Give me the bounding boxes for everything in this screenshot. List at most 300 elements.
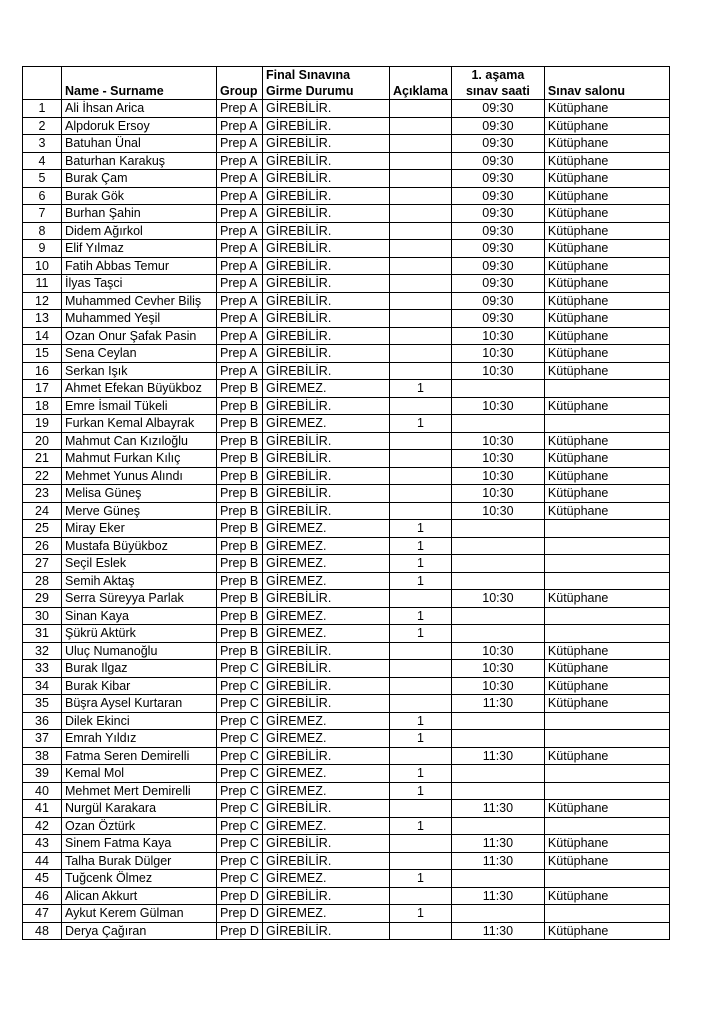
exam-room-cell: Kütüphane: [544, 835, 669, 853]
header-no: [23, 83, 62, 100]
aciklama-cell: [390, 187, 452, 205]
exam-time-cell: [451, 765, 544, 783]
status-cell: GİREBİLİR.: [263, 660, 390, 678]
student-name: Mehmet Mert Demirelli: [62, 782, 217, 800]
table-row: [23, 852, 670, 870]
status-cell: GİREBİLİR.: [263, 345, 390, 363]
exam-time-cell: 09:30: [451, 240, 544, 258]
exam-time-cell: 11:30: [451, 747, 544, 765]
table-row: [23, 292, 670, 310]
status-cell: GİREBİLİR.: [263, 695, 390, 713]
row-number: 30: [23, 607, 62, 625]
student-name: Sena Ceylan: [62, 345, 217, 363]
status-cell: GİREMEZ.: [263, 555, 390, 573]
group-cell: Prep A: [217, 345, 263, 363]
exam-time-cell: 11:30: [451, 887, 544, 905]
aciklama-cell: 1: [390, 607, 452, 625]
exam-time-cell: [451, 415, 544, 433]
exam-time-cell: 09:30: [451, 170, 544, 188]
header-name: Name - Surname: [62, 83, 217, 100]
group-cell: Prep B: [217, 572, 263, 590]
exam-room-cell: Kütüphane: [544, 432, 669, 450]
student-name: Tuğcenk Ölmez: [62, 870, 217, 888]
exam-list-table: [22, 66, 670, 940]
table-row: [23, 677, 670, 695]
exam-time-cell: 11:30: [451, 800, 544, 818]
exam-room-cell: [544, 905, 669, 923]
student-name: Emre İsmail Tükeli: [62, 397, 217, 415]
aciklama-cell: [390, 485, 452, 503]
header-salon-top: [544, 67, 669, 84]
exam-room-cell: [544, 555, 669, 573]
status-cell: GİREBİLİR.: [263, 100, 390, 118]
row-number: 18: [23, 397, 62, 415]
exam-room-cell: Kütüphane: [544, 397, 669, 415]
exam-room-cell: Kütüphane: [544, 257, 669, 275]
status-cell: GİREBİLİR.: [263, 432, 390, 450]
table-row: [23, 747, 670, 765]
group-cell: Prep B: [217, 397, 263, 415]
exam-time-cell: [451, 782, 544, 800]
exam-time-cell: 09:30: [451, 187, 544, 205]
aciklama-cell: [390, 117, 452, 135]
status-cell: GİREBİLİR.: [263, 240, 390, 258]
aciklama-cell: [390, 677, 452, 695]
aciklama-cell: 1: [390, 905, 452, 923]
aciklama-cell: [390, 835, 452, 853]
student-name: Sinan Kaya: [62, 607, 217, 625]
group-cell: Prep A: [217, 310, 263, 328]
status-cell: GİREBİLİR.: [263, 222, 390, 240]
group-cell: Prep A: [217, 152, 263, 170]
row-number: 37: [23, 730, 62, 748]
status-cell: GİREMEZ.: [263, 537, 390, 555]
group-cell: Prep A: [217, 205, 263, 223]
exam-time-cell: 10:30: [451, 362, 544, 380]
header-aciklama-top: [390, 67, 452, 84]
student-name: Miray Eker: [62, 520, 217, 538]
aciklama-cell: [390, 257, 452, 275]
group-cell: Prep B: [217, 485, 263, 503]
status-cell: GİREBİLİR.: [263, 292, 390, 310]
table-row: [23, 835, 670, 853]
student-name: Aykut Kerem Gülman: [62, 905, 217, 923]
student-name: Emrah Yıldız: [62, 730, 217, 748]
row-number: 10: [23, 257, 62, 275]
status-cell: GİREMEZ.: [263, 870, 390, 888]
aciklama-cell: [390, 747, 452, 765]
group-cell: Prep A: [217, 117, 263, 135]
exam-time-cell: [451, 730, 544, 748]
exam-time-cell: 09:30: [451, 135, 544, 153]
student-name: Fatih Abbas Temur: [62, 257, 217, 275]
exam-room-cell: Kütüphane: [544, 695, 669, 713]
status-cell: GİREMEZ.: [263, 520, 390, 538]
table-row: [23, 275, 670, 293]
status-cell: GİREMEZ.: [263, 817, 390, 835]
header-status-line2: Girme Durumu: [263, 83, 390, 100]
exam-room-cell: [544, 730, 669, 748]
exam-time-cell: 10:30: [451, 590, 544, 608]
exam-time-cell: 10:30: [451, 485, 544, 503]
group-cell: Prep B: [217, 590, 263, 608]
group-cell: Prep A: [217, 275, 263, 293]
aciklama-cell: 1: [390, 555, 452, 573]
exam-room-cell: Kütüphane: [544, 327, 669, 345]
table-row: [23, 467, 670, 485]
status-cell: GİREBİLİR.: [263, 310, 390, 328]
student-name: Batuhan Ünal: [62, 135, 217, 153]
exam-time-cell: 11:30: [451, 852, 544, 870]
exam-time-cell: 09:30: [451, 100, 544, 118]
table-row: [23, 117, 670, 135]
row-number: 28: [23, 572, 62, 590]
table-row: [23, 625, 670, 643]
aciklama-cell: 1: [390, 870, 452, 888]
student-name: Ozan Onur Şafak Pasin: [62, 327, 217, 345]
aciklama-cell: [390, 887, 452, 905]
table-row: [23, 187, 670, 205]
row-number: 43: [23, 835, 62, 853]
table-row: [23, 170, 670, 188]
exam-time-cell: 11:30: [451, 922, 544, 940]
row-number: 3: [23, 135, 62, 153]
student-name: Burak Çam: [62, 170, 217, 188]
exam-time-cell: [451, 712, 544, 730]
row-number: 31: [23, 625, 62, 643]
exam-time-cell: 10:30: [451, 660, 544, 678]
exam-time-cell: 10:30: [451, 397, 544, 415]
student-name: Fatma Seren Demirelli: [62, 747, 217, 765]
row-number: 19: [23, 415, 62, 433]
row-number: 45: [23, 870, 62, 888]
row-number: 29: [23, 590, 62, 608]
exam-time-cell: 10:30: [451, 642, 544, 660]
status-cell: GİREMEZ.: [263, 607, 390, 625]
group-cell: Prep D: [217, 887, 263, 905]
aciklama-cell: [390, 590, 452, 608]
aciklama-cell: 1: [390, 765, 452, 783]
exam-room-cell: [544, 712, 669, 730]
student-name: Mahmut Furkan Kılıç: [62, 450, 217, 468]
row-number: 44: [23, 852, 62, 870]
exam-room-cell: Kütüphane: [544, 485, 669, 503]
student-name: Didem Ağırkol: [62, 222, 217, 240]
row-number: 38: [23, 747, 62, 765]
aciklama-cell: [390, 695, 452, 713]
row-number: 46: [23, 887, 62, 905]
exam-room-cell: [544, 520, 669, 538]
row-number: 11: [23, 275, 62, 293]
group-cell: Prep B: [217, 502, 263, 520]
status-cell: GİREMEZ.: [263, 712, 390, 730]
exam-time-cell: [451, 520, 544, 538]
aciklama-cell: 1: [390, 730, 452, 748]
row-number: 32: [23, 642, 62, 660]
student-name: Şükrü Aktürk: [62, 625, 217, 643]
status-cell: GİREBİLİR.: [263, 327, 390, 345]
exam-time-cell: [451, 817, 544, 835]
row-number: 25: [23, 520, 62, 538]
aciklama-cell: [390, 397, 452, 415]
aciklama-cell: [390, 922, 452, 940]
exam-room-cell: Kütüphane: [544, 135, 669, 153]
row-number: 36: [23, 712, 62, 730]
student-name: Merve Güneş: [62, 502, 217, 520]
student-name: Muhammed Cevher Biliş: [62, 292, 217, 310]
exam-time-cell: 11:30: [451, 695, 544, 713]
exam-room-cell: Kütüphane: [544, 450, 669, 468]
exam-room-cell: Kütüphane: [544, 222, 669, 240]
exam-room-cell: [544, 537, 669, 555]
aciklama-cell: [390, 205, 452, 223]
aciklama-cell: [390, 292, 452, 310]
student-name: Kemal Mol: [62, 765, 217, 783]
table-row: [23, 502, 670, 520]
status-cell: GİREBİLİR.: [263, 467, 390, 485]
aciklama-cell: [390, 502, 452, 520]
exam-time-cell: [451, 625, 544, 643]
status-cell: GİREBİLİR.: [263, 397, 390, 415]
status-cell: GİREMEZ.: [263, 782, 390, 800]
group-cell: Prep C: [217, 765, 263, 783]
group-cell: Prep B: [217, 537, 263, 555]
student-name: Alpdoruk Ersoy: [62, 117, 217, 135]
table-row: [23, 310, 670, 328]
status-cell: GİREMEZ.: [263, 730, 390, 748]
exam-room-cell: [544, 765, 669, 783]
status-cell: GİREBİLİR.: [263, 152, 390, 170]
row-number: 35: [23, 695, 62, 713]
group-cell: Prep C: [217, 660, 263, 678]
group-cell: Prep A: [217, 135, 263, 153]
exam-room-cell: [544, 572, 669, 590]
exam-room-cell: Kütüphane: [544, 100, 669, 118]
table-row: [23, 485, 670, 503]
aciklama-cell: 1: [390, 520, 452, 538]
group-cell: Prep C: [217, 730, 263, 748]
student-name: Burhan Şahin: [62, 205, 217, 223]
row-number: 40: [23, 782, 62, 800]
status-cell: GİREBİLİR.: [263, 450, 390, 468]
exam-room-cell: [544, 817, 669, 835]
aciklama-cell: 1: [390, 625, 452, 643]
table-row: [23, 450, 670, 468]
table-row: [23, 240, 670, 258]
aciklama-cell: 1: [390, 537, 452, 555]
student-name: Seçil Eslek: [62, 555, 217, 573]
exam-room-cell: Kütüphane: [544, 275, 669, 293]
header-group: Group: [217, 83, 263, 100]
row-number: 47: [23, 905, 62, 923]
exam-time-cell: 10:30: [451, 327, 544, 345]
table-row: [23, 887, 670, 905]
exam-time-cell: 09:30: [451, 275, 544, 293]
group-cell: Prep A: [217, 100, 263, 118]
status-cell: GİREBİLİR.: [263, 135, 390, 153]
group-cell: Prep D: [217, 922, 263, 940]
group-cell: Prep C: [217, 712, 263, 730]
exam-room-cell: Kütüphane: [544, 922, 669, 940]
row-number: 27: [23, 555, 62, 573]
student-name: Muhammed Yeşil: [62, 310, 217, 328]
exam-time-cell: 09:30: [451, 222, 544, 240]
status-cell: GİREBİLİR.: [263, 590, 390, 608]
exam-time-cell: 10:30: [451, 467, 544, 485]
table-row: [23, 415, 670, 433]
header-salon: Sınav salonu: [544, 83, 669, 100]
exam-time-cell: [451, 537, 544, 555]
aciklama-cell: 1: [390, 782, 452, 800]
exam-room-cell: Kütüphane: [544, 362, 669, 380]
header-name-top: [62, 67, 217, 84]
aciklama-cell: [390, 275, 452, 293]
aciklama-cell: [390, 852, 452, 870]
header-saat-line2: sınav saati: [451, 83, 544, 100]
group-cell: Prep C: [217, 835, 263, 853]
exam-room-cell: Kütüphane: [544, 467, 669, 485]
exam-time-cell: 10:30: [451, 432, 544, 450]
row-number: 5: [23, 170, 62, 188]
table-row: [23, 152, 670, 170]
table-row: [23, 782, 670, 800]
table-row: [23, 765, 670, 783]
group-cell: Prep A: [217, 257, 263, 275]
row-number: 34: [23, 677, 62, 695]
status-cell: GİREMEZ.: [263, 415, 390, 433]
aciklama-cell: [390, 222, 452, 240]
row-number: 42: [23, 817, 62, 835]
row-number: 24: [23, 502, 62, 520]
student-name: Ozan Öztürk: [62, 817, 217, 835]
exam-room-cell: Kütüphane: [544, 502, 669, 520]
group-cell: Prep C: [217, 852, 263, 870]
status-cell: GİREBİLİR.: [263, 257, 390, 275]
row-number: 41: [23, 800, 62, 818]
status-cell: GİREMEZ.: [263, 765, 390, 783]
status-cell: GİREBİLİR.: [263, 502, 390, 520]
exam-time-cell: [451, 905, 544, 923]
aciklama-cell: 1: [390, 712, 452, 730]
exam-room-cell: Kütüphane: [544, 345, 669, 363]
aciklama-cell: [390, 135, 452, 153]
exam-room-cell: Kütüphane: [544, 152, 669, 170]
exam-time-cell: 10:30: [451, 345, 544, 363]
student-name: Talha Burak Dülger: [62, 852, 217, 870]
student-name: Melisa Güneş: [62, 485, 217, 503]
aciklama-cell: [390, 170, 452, 188]
table-row: [23, 922, 670, 940]
student-name: Mustafa Büyükboz: [62, 537, 217, 555]
row-number: 33: [23, 660, 62, 678]
status-cell: GİREBİLİR.: [263, 275, 390, 293]
aciklama-cell: [390, 432, 452, 450]
status-cell: GİREBİLİR.: [263, 677, 390, 695]
header-group-top: [217, 67, 263, 84]
status-cell: GİREBİLİR.: [263, 187, 390, 205]
group-cell: Prep A: [217, 222, 263, 240]
group-cell: Prep C: [217, 747, 263, 765]
exam-room-cell: Kütüphane: [544, 800, 669, 818]
aciklama-cell: [390, 327, 452, 345]
status-cell: GİREBİLİR.: [263, 922, 390, 940]
table-row: [23, 870, 670, 888]
table-row: [23, 257, 670, 275]
group-cell: Prep A: [217, 362, 263, 380]
group-cell: Prep B: [217, 467, 263, 485]
table-row: [23, 695, 670, 713]
row-number: 2: [23, 117, 62, 135]
group-cell: Prep B: [217, 625, 263, 643]
status-cell: GİREBİLİR.: [263, 642, 390, 660]
group-cell: Prep D: [217, 905, 263, 923]
row-number: 39: [23, 765, 62, 783]
group-cell: Prep C: [217, 817, 263, 835]
aciklama-cell: [390, 100, 452, 118]
row-number: 7: [23, 205, 62, 223]
exam-room-cell: Kütüphane: [544, 852, 669, 870]
row-number: 13: [23, 310, 62, 328]
exam-time-cell: 09:30: [451, 152, 544, 170]
table-row: [23, 380, 670, 398]
row-number: 48: [23, 922, 62, 940]
status-cell: GİREBİLİR.: [263, 362, 390, 380]
exam-time-cell: 09:30: [451, 292, 544, 310]
group-cell: Prep B: [217, 380, 263, 398]
table-row: [23, 555, 670, 573]
student-name: Ali İhsan Arica: [62, 100, 217, 118]
student-name: Dilek Ekinci: [62, 712, 217, 730]
aciklama-cell: 1: [390, 817, 452, 835]
student-name: Alican Akkurt: [62, 887, 217, 905]
group-cell: Prep C: [217, 677, 263, 695]
aciklama-cell: [390, 660, 452, 678]
status-cell: GİREBİLİR.: [263, 852, 390, 870]
aciklama-cell: [390, 240, 452, 258]
exam-time-cell: [451, 555, 544, 573]
table-row: [23, 642, 670, 660]
exam-room-cell: Kütüphane: [544, 187, 669, 205]
aciklama-cell: 1: [390, 415, 452, 433]
row-number: 20: [23, 432, 62, 450]
status-cell: GİREBİLİR.: [263, 747, 390, 765]
table-row: [23, 397, 670, 415]
table-row: [23, 730, 670, 748]
aciklama-cell: 1: [390, 380, 452, 398]
header-no-top: [23, 67, 62, 84]
table-row: [23, 222, 670, 240]
exam-room-cell: Kütüphane: [544, 170, 669, 188]
exam-room-cell: [544, 625, 669, 643]
student-name: Mahmut Can Kızıloğlu: [62, 432, 217, 450]
header-saat-line1: 1. aşama: [451, 67, 544, 84]
exam-time-cell: [451, 607, 544, 625]
exam-room-cell: Kütüphane: [544, 590, 669, 608]
status-cell: GİREBİLİR.: [263, 170, 390, 188]
table-row: [23, 100, 670, 118]
table-row: [23, 660, 670, 678]
exam-room-cell: [544, 380, 669, 398]
table-row: [23, 362, 670, 380]
exam-room-cell: Kütüphane: [544, 642, 669, 660]
exam-room-cell: Kütüphane: [544, 660, 669, 678]
table-row: [23, 520, 670, 538]
group-cell: Prep B: [217, 415, 263, 433]
student-name: Serkan Işık: [62, 362, 217, 380]
table-row: [23, 905, 670, 923]
table-row: [23, 572, 670, 590]
row-number: 6: [23, 187, 62, 205]
